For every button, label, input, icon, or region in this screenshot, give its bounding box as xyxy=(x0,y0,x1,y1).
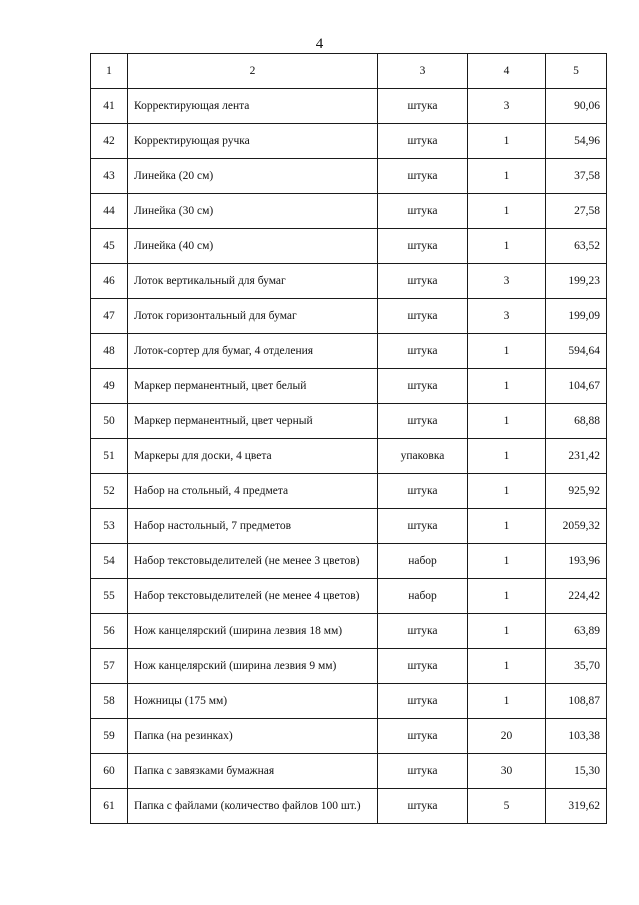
quantity-cell: 5 xyxy=(468,789,546,824)
item-name-cell: Набор настольный, 7 предметов xyxy=(128,509,378,544)
header-cell-5: 5 xyxy=(546,54,607,89)
table-row xyxy=(91,649,607,684)
row-number-cell: 45 xyxy=(91,229,128,264)
header-cell-4: 4 xyxy=(468,54,546,89)
table-row xyxy=(91,509,607,544)
unit-cell: штука xyxy=(378,474,468,509)
item-name-cell: Лоток-сортер для бумаг, 4 отделения xyxy=(128,334,378,369)
unit-cell: упаковка xyxy=(378,439,468,474)
row-number-cell: 57 xyxy=(91,649,128,684)
quantity-cell: 1 xyxy=(468,439,546,474)
item-name-cell: Линейка (40 см) xyxy=(128,229,378,264)
table-row xyxy=(91,579,607,614)
quantity-cell: 1 xyxy=(468,684,546,719)
table-row xyxy=(91,754,607,789)
unit-cell: штука xyxy=(378,404,468,439)
quantity-cell: 3 xyxy=(468,89,546,124)
item-name-cell: Лоток вертикальный для бумаг xyxy=(128,264,378,299)
quantity-cell: 3 xyxy=(468,299,546,334)
item-name-cell: Набор на стольный, 4 предмета xyxy=(128,474,378,509)
quantity-cell: 1 xyxy=(468,229,546,264)
quantity-cell: 30 xyxy=(468,754,546,789)
quantity-cell: 1 xyxy=(468,579,546,614)
table-row xyxy=(91,334,607,369)
unit-cell: штука xyxy=(378,789,468,824)
row-number-cell: 59 xyxy=(91,719,128,754)
price-cell: 2059,32 xyxy=(546,509,607,544)
row-number-cell: 56 xyxy=(91,614,128,649)
table-row xyxy=(91,159,607,194)
quantity-cell: 1 xyxy=(468,124,546,159)
item-name-cell: Ножницы (175 мм) xyxy=(128,684,378,719)
row-number-cell: 61 xyxy=(91,789,128,824)
unit-cell: штука xyxy=(378,509,468,544)
table-row xyxy=(91,89,607,124)
table-row xyxy=(91,369,607,404)
price-cell: 90,06 xyxy=(546,89,607,124)
quantity-cell: 1 xyxy=(468,369,546,404)
table-row xyxy=(91,614,607,649)
row-number-cell: 51 xyxy=(91,439,128,474)
table-row xyxy=(91,194,607,229)
unit-cell: штука xyxy=(378,229,468,264)
price-cell: 63,89 xyxy=(546,614,607,649)
quantity-cell: 1 xyxy=(468,159,546,194)
price-cell: 35,70 xyxy=(546,649,607,684)
row-number-cell: 43 xyxy=(91,159,128,194)
page-number: 4 xyxy=(315,36,324,52)
price-cell: 199,23 xyxy=(546,264,607,299)
header-cell-2: 2 xyxy=(128,54,378,89)
unit-cell: набор xyxy=(378,579,468,614)
row-number-cell: 58 xyxy=(91,684,128,719)
unit-cell: штука xyxy=(378,719,468,754)
unit-cell: штука xyxy=(378,614,468,649)
row-number-cell: 42 xyxy=(91,124,128,159)
item-name-cell: Лоток горизонтальный для бумаг xyxy=(128,299,378,334)
header-cell-3: 3 xyxy=(378,54,468,89)
row-number-cell: 46 xyxy=(91,264,128,299)
row-number-cell: 44 xyxy=(91,194,128,229)
item-name-cell: Папка с завязками бумажная xyxy=(128,754,378,789)
quantity-cell: 1 xyxy=(468,474,546,509)
unit-cell: штука xyxy=(378,264,468,299)
unit-cell: штука xyxy=(378,124,468,159)
quantity-cell: 1 xyxy=(468,544,546,579)
price-cell: 108,87 xyxy=(546,684,607,719)
quantity-cell: 1 xyxy=(468,614,546,649)
table-row xyxy=(91,299,607,334)
row-number-cell: 48 xyxy=(91,334,128,369)
unit-cell: штука xyxy=(378,334,468,369)
item-name-cell: Набор текстовыделителей (не менее 4 цветов) xyxy=(128,579,378,614)
item-name-cell: Маркер перманентный, цвет черный xyxy=(128,404,378,439)
price-cell: 193,96 xyxy=(546,544,607,579)
table-row xyxy=(91,264,607,299)
price-cell: 319,62 xyxy=(546,789,607,824)
item-name-cell: Линейка (30 см) xyxy=(128,194,378,229)
price-cell: 27,58 xyxy=(546,194,607,229)
header-row xyxy=(91,54,607,89)
item-name-cell: Маркеры для доски, 4 цвета xyxy=(128,439,378,474)
row-number-cell: 52 xyxy=(91,474,128,509)
item-name-cell: Набор текстовыделителей (не менее 3 цветов) xyxy=(128,544,378,579)
unit-cell: штука xyxy=(378,299,468,334)
item-name-cell: Корректирующая ручка xyxy=(128,124,378,159)
quantity-cell: 20 xyxy=(468,719,546,754)
price-cell: 224,42 xyxy=(546,579,607,614)
row-number-cell: 60 xyxy=(91,754,128,789)
unit-cell: штука xyxy=(378,649,468,684)
item-name-cell: Линейка (20 см) xyxy=(128,159,378,194)
row-number-cell: 55 xyxy=(91,579,128,614)
quantity-cell: 3 xyxy=(468,264,546,299)
row-number-cell: 53 xyxy=(91,509,128,544)
price-cell: 199,09 xyxy=(546,299,607,334)
quantity-cell: 1 xyxy=(468,404,546,439)
unit-cell: штука xyxy=(378,89,468,124)
quantity-cell: 1 xyxy=(468,334,546,369)
quantity-cell: 1 xyxy=(468,649,546,684)
table-row xyxy=(91,544,607,579)
price-cell: 37,58 xyxy=(546,159,607,194)
price-cell: 103,38 xyxy=(546,719,607,754)
table-row xyxy=(91,474,607,509)
table-row xyxy=(91,719,607,754)
goods-table xyxy=(90,53,607,824)
unit-cell: штука xyxy=(378,194,468,229)
table-row xyxy=(91,684,607,719)
table-row xyxy=(91,789,607,824)
table-row xyxy=(91,404,607,439)
header-cell-1: 1 xyxy=(91,54,128,89)
price-cell: 15,30 xyxy=(546,754,607,789)
item-name-cell: Папка с файлами (количество файлов 100 шт.) xyxy=(128,789,378,824)
item-name-cell: Нож канцелярский (ширина лезвия 9 мм) xyxy=(128,649,378,684)
unit-cell: набор xyxy=(378,544,468,579)
item-name-cell: Папка (на резинках) xyxy=(128,719,378,754)
price-cell: 68,88 xyxy=(546,404,607,439)
row-number-cell: 54 xyxy=(91,544,128,579)
table-row xyxy=(91,124,607,159)
price-cell: 54,96 xyxy=(546,124,607,159)
unit-cell: штука xyxy=(378,159,468,194)
table-row xyxy=(91,229,607,264)
table-row xyxy=(91,439,607,474)
price-cell: 925,92 xyxy=(546,474,607,509)
row-number-cell: 49 xyxy=(91,369,128,404)
quantity-cell: 1 xyxy=(468,194,546,229)
quantity-cell: 1 xyxy=(468,509,546,544)
row-number-cell: 47 xyxy=(91,299,128,334)
price-cell: 594,64 xyxy=(546,334,607,369)
unit-cell: штука xyxy=(378,754,468,789)
price-cell: 63,52 xyxy=(546,229,607,264)
row-number-cell: 50 xyxy=(91,404,128,439)
row-number-cell: 41 xyxy=(91,89,128,124)
unit-cell: штука xyxy=(378,684,468,719)
item-name-cell: Нож канцелярский (ширина лезвия 18 мм) xyxy=(128,614,378,649)
item-name-cell: Корректирующая лента xyxy=(128,89,378,124)
unit-cell: штука xyxy=(378,369,468,404)
price-cell: 104,67 xyxy=(546,369,607,404)
price-cell: 231,42 xyxy=(546,439,607,474)
item-name-cell: Маркер перманентный, цвет белый xyxy=(128,369,378,404)
